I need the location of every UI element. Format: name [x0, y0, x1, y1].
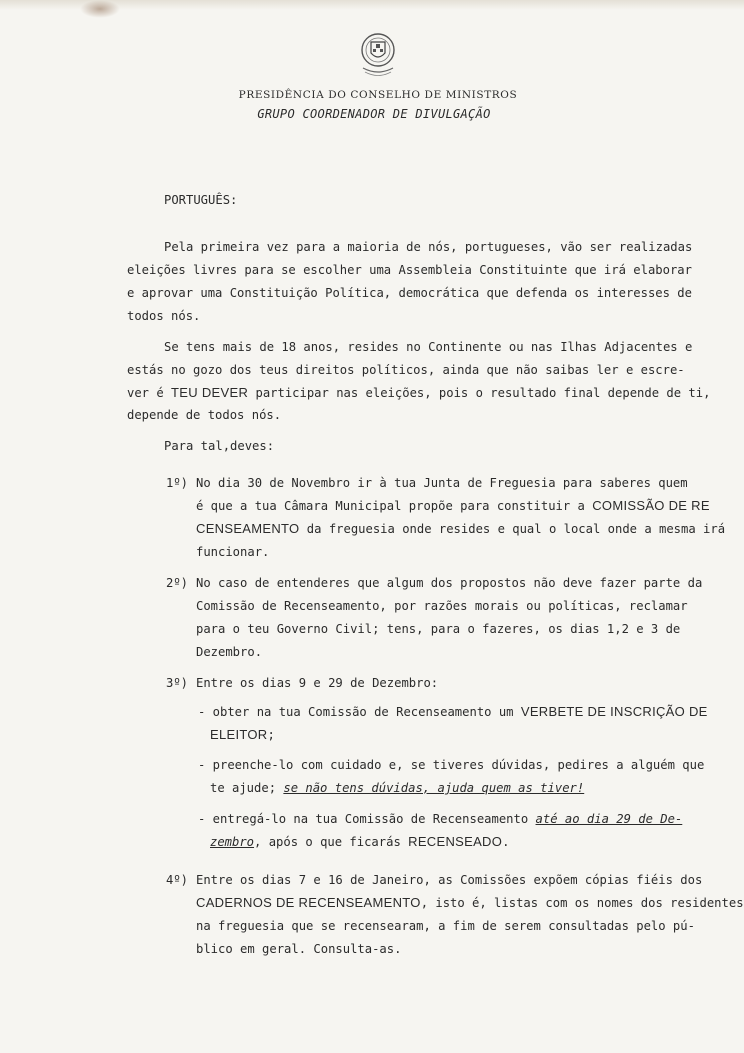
para1-line: eleições livres para se escolher uma Assembleia Constituinte que irá elaborar — [127, 263, 692, 277]
para2-line: Se tens mais de 18 anos, resides no Continente ou nas Ilhas Adjacentes e — [164, 340, 693, 354]
coat-of-arms-seal — [355, 28, 401, 80]
item2-line: Comissão de Recenseamento, por razões morais ou políticas, reclamar — [196, 599, 688, 613]
para1-line: todos nós. — [127, 309, 201, 323]
para2-line: ver é TEU DEVER participar nas eleições, pois o resultado final depende de ti, — [127, 385, 711, 400]
item4-line: Entre os dias 7 e 16 de Janeiro, as Comissões expõem cópias fiéis dos — [196, 873, 703, 887]
intro-line: Para tal,deves: — [164, 439, 275, 453]
item3-line: Entre os dias 9 e 29 de Dezembro: — [196, 676, 439, 690]
para1-line: Pela primeira vez para a maioria de nós, portugueses, vão ser realizadas — [164, 240, 693, 254]
para1-line: e aprovar uma Constituição Política, democrática que defenda os interesses de — [127, 286, 692, 300]
emphasis-text: RECENSEADO — [408, 834, 503, 849]
underlined-text: se não tens dúvidas, ajuda quem as tiver! — [283, 781, 585, 795]
item1-line: funcionar. — [196, 545, 270, 559]
item1-line: No dia 30 de Novembro ir à tua Junta de Freguesia para saberes quem — [196, 476, 688, 490]
item3-bullet: - entregá-lo na tua Comissão de Recenseamento até ao dia 29 de De- — [198, 812, 683, 826]
emphasis-text: ELEITOR — [210, 727, 268, 742]
salutation: PORTUGUÊS: — [164, 193, 238, 207]
item4-line: CADERNOS DE RECENSEAMENTO, isto é, listas com os nomes dos residentes — [196, 895, 744, 910]
item-number: 2º) — [166, 576, 189, 590]
emphasis-text: VERBETE DE INSCRIÇÃO DE — [520, 704, 708, 719]
item2-line: Dezembro. — [196, 645, 263, 659]
item2-line: para o teu Governo Civil; tens, para o fazeres, os dias 1,2 e 3 de — [196, 622, 681, 636]
item-number: 1º) — [166, 476, 189, 490]
underlined-text: zembro — [210, 835, 255, 849]
emphasis-text: TEU DEVER — [171, 385, 249, 400]
institution-header: PRESIDÊNCIA DO CONSELHO DE MINISTROS — [238, 89, 518, 101]
item3-bullet: - preenche-lo com cuidado e, se tiveres dúvidas, pedires a alguém que — [198, 758, 705, 772]
group-header: GRUPO COORDENADOR DE DIVULGAÇÃO — [257, 107, 491, 121]
underlined-text: até ao dia 29 de De- — [535, 812, 683, 826]
item3-bullet: te ajude; se não tens dúvidas, ajuda quem as tiver! — [210, 781, 585, 795]
emphasis-text: COMISSÃO DE RE — [592, 498, 710, 513]
item3-bullet: zembro, após o que ficarás RECENSEADO. — [210, 834, 510, 849]
item4-line: blico em geral. Consulta-as. — [196, 942, 402, 956]
item2-line: No caso de entenderes que algum dos propostos não deve fazer parte da — [196, 576, 703, 590]
para2-line: estás no gozo dos teus direitos políticos, ainda que não saibas ler e escre- — [127, 363, 685, 377]
item-number: 3º) — [166, 676, 189, 690]
item-number: 4º) — [166, 873, 189, 887]
item3-bullet: ELEITOR; — [210, 727, 275, 742]
item1-line: é que a tua Câmara Municipal propõe para constituir a COMISSÃO DE RE — [196, 498, 710, 513]
paper-stain — [80, 0, 120, 18]
item3-bullet: - obter na tua Comissão de Recenseamento um VERBETE DE INSCRIÇÃO DE — [198, 704, 708, 719]
emphasis-text: CENSEAMENTO — [196, 521, 300, 536]
item4-line: na freguesia que se recensearam, a fim de serem consultadas pelo pú- — [196, 919, 695, 933]
emphasis-text: CADERNOS DE RECENSEAMENTO — [196, 895, 421, 910]
para2-line: depende de todos nós. — [127, 408, 282, 422]
item1-line: CENSEAMENTO da freguesia onde resides e qual o local onde a mesma irá — [196, 521, 726, 536]
